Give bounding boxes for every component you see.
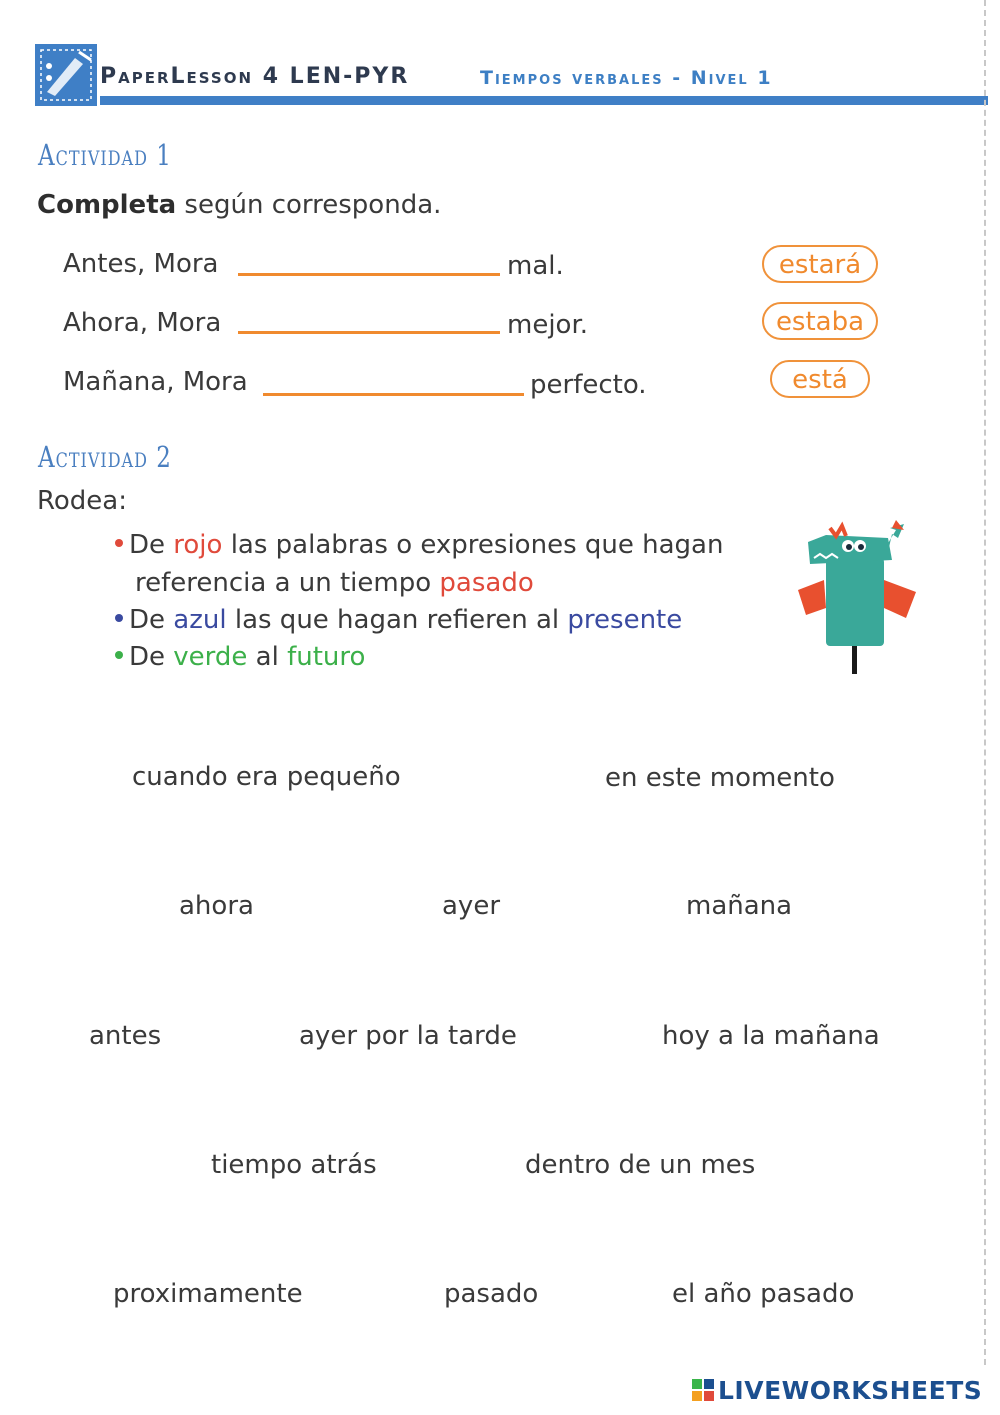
activity1-instruction <box>37 190 441 220</box>
paperlesson-logo-icon <box>33 42 99 108</box>
bullet-dot-green <box>115 651 123 659</box>
blank-2-input[interactable] <box>238 331 500 334</box>
cut-line <box>984 0 990 1365</box>
word-option[interactable]: ayer por la tarde <box>299 1021 517 1051</box>
word-verde: verde <box>173 642 248 672</box>
word-presente-key: presente <box>567 605 683 635</box>
activity2-heading: Actividad 2 <box>38 442 172 475</box>
word-option[interactable]: antes <box>89 1021 162 1051</box>
bullet-green <box>115 642 365 672</box>
word-azul: azul <box>173 605 227 635</box>
bullet-red-line2 <box>135 568 534 598</box>
sentence-3-start: Mañana, Mora <box>63 367 248 397</box>
bullet-text: las palabras o expresiones que hagan <box>222 530 724 560</box>
sentence-1-end: mal. <box>507 251 564 281</box>
word-option[interactable]: cuando era pequeño <box>132 762 401 792</box>
sentence-1-start: Antes, Mora <box>63 249 219 279</box>
bullet-text: referencia a un tiempo <box>135 568 440 598</box>
word-rojo: rojo <box>173 530 223 560</box>
activity2-instruction: Rodea: <box>37 486 127 516</box>
header-title <box>100 64 409 89</box>
word-option[interactable]: ayer <box>442 891 501 921</box>
word-futuro-key: futuro <box>287 642 366 672</box>
word-option[interactable]: pasado <box>444 1279 539 1309</box>
word-option[interactable]: dentro de un mes <box>525 1150 756 1180</box>
option-estaba[interactable]: estaba <box>762 302 878 340</box>
bullet-dot-blue <box>115 614 123 622</box>
footer-brand: LIVEWORKSHEETS <box>718 1376 983 1405</box>
word-option[interactable]: el año pasado <box>672 1279 855 1309</box>
dragon-mascot-icon <box>796 520 918 675</box>
bullet-text: De <box>129 605 174 635</box>
blank-3-input[interactable] <box>263 393 524 396</box>
bullet-text: De <box>129 530 174 560</box>
activity1-heading: Actividad 1 <box>38 140 172 173</box>
bullet-text: De <box>129 642 174 672</box>
word-option[interactable]: hoy a la mañana <box>662 1021 880 1051</box>
word-option[interactable]: proximamente <box>113 1279 303 1309</box>
option-estara[interactable]: estará <box>762 245 878 283</box>
word-option[interactable]: mañana <box>686 891 793 921</box>
sentence-3-end: perfecto. <box>530 370 647 400</box>
word-option[interactable]: ahora <box>179 891 254 921</box>
header-rule <box>100 96 988 105</box>
bullet-red <box>115 530 723 560</box>
bullet-text: al <box>247 642 288 672</box>
word-option[interactable]: en este momento <box>605 763 835 793</box>
sentence-2-start: Ahora, Mora <box>63 308 222 338</box>
header-subtitle: Tiempos verbales - Nivel 1 <box>480 67 773 89</box>
lesson-code: 4 LEN-PYR <box>262 64 410 89</box>
liveworksheets-logo-icon <box>692 1379 714 1401</box>
word-option[interactable]: tiempo atrás <box>211 1150 377 1180</box>
instruction-rest: según corresponda. <box>176 190 442 220</box>
blank-1-input[interactable] <box>238 273 500 276</box>
instruction-bold: Completa <box>37 190 177 220</box>
sentence-2-end: mejor. <box>507 310 589 340</box>
bullet-dot-red <box>115 539 123 547</box>
bullet-text: las que hagan refieren al <box>226 605 568 635</box>
bullet-blue <box>115 605 682 635</box>
brand-prefix: PaperLesson <box>100 64 254 89</box>
option-esta[interactable]: está <box>770 360 870 398</box>
word-pasado-key: pasado <box>439 568 534 598</box>
